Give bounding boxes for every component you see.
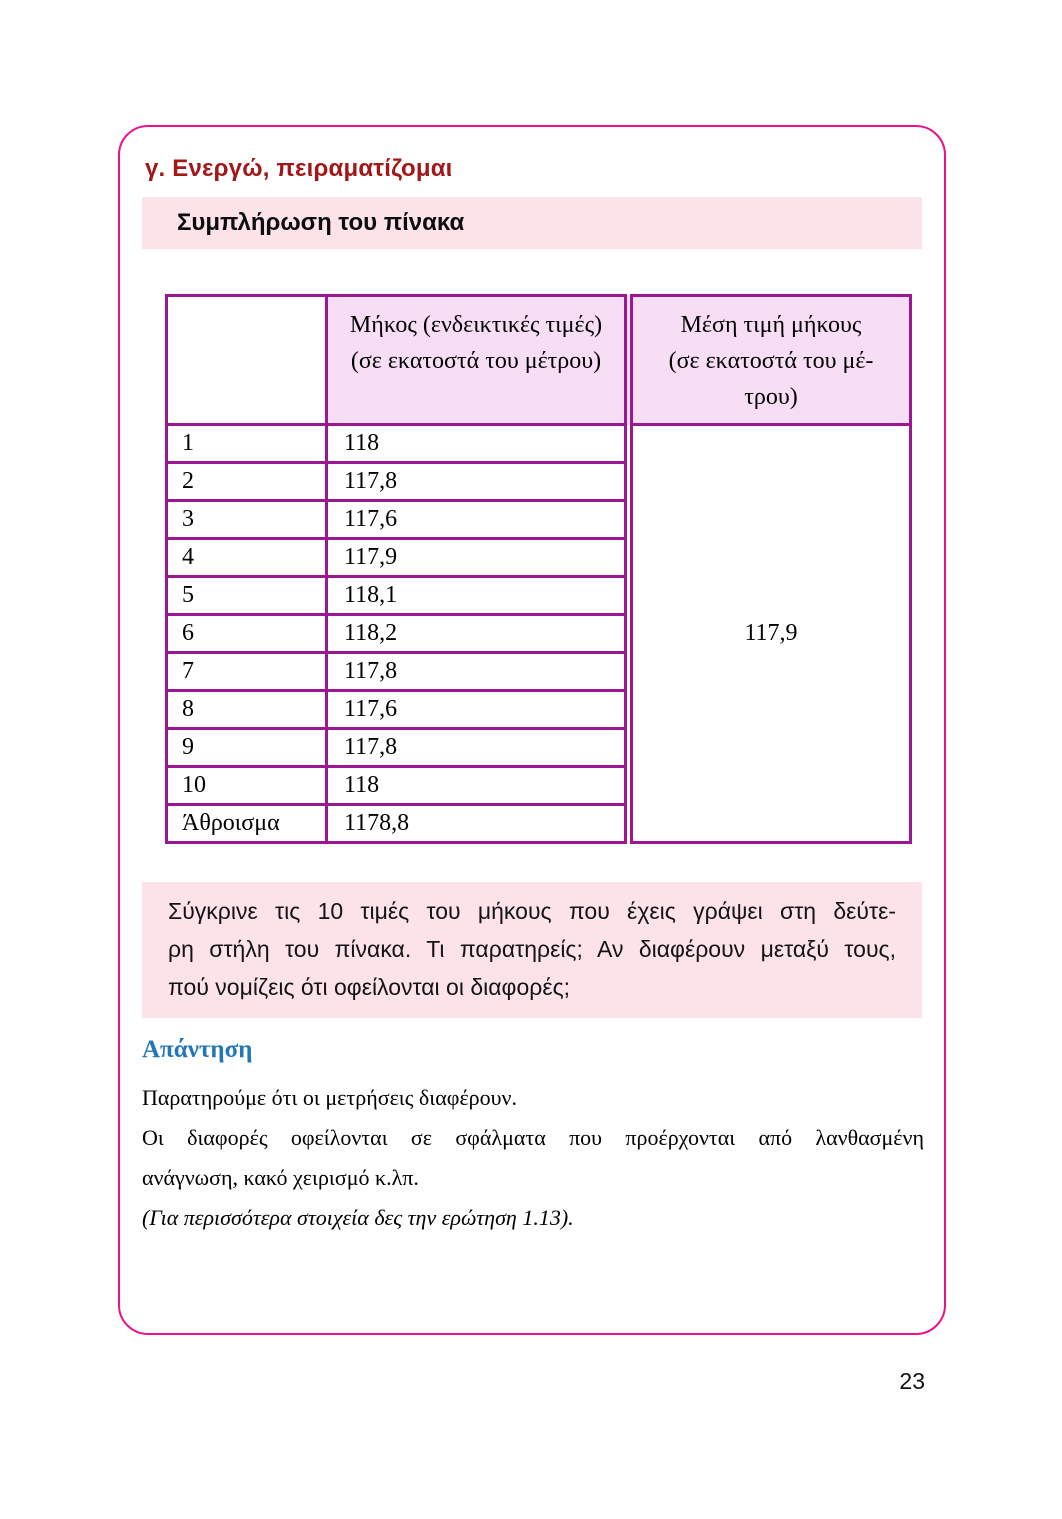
banner-title: Συμπλήρωση του πίνακα: [177, 209, 465, 236]
answer-explanation-line: ανάγνωση, κακό χειρισμό κ.λπ.: [142, 1165, 419, 1190]
row-value-cell: 1178,8: [327, 805, 629, 843]
question-line: Σύγκρινε τις 10 τιμές του μήκους που έχεις γράψει στη δεύτε-: [168, 898, 896, 924]
mean-column-header: [629, 296, 911, 425]
length-header-line: (σε εκατοστά του μέτρου): [350, 348, 602, 374]
row-label-cell: 2: [167, 463, 327, 501]
row-value-cell: 118: [327, 767, 629, 805]
row-label-cell: Άθροισμα: [167, 805, 327, 843]
row-value-cell: 117,6: [327, 501, 629, 539]
measurements-table: [165, 294, 912, 844]
row-value-cell: 118,1: [327, 577, 629, 615]
row-value-cell: 117,6: [327, 691, 629, 729]
row-value-cell: 117,9: [327, 539, 629, 577]
row-label-cell: 9: [167, 729, 327, 767]
row-value-cell: 118,2: [327, 615, 629, 653]
row-label-cell: 5: [167, 577, 327, 615]
row-value-cell: 117,8: [327, 729, 629, 767]
row-label-cell: 1: [167, 425, 327, 463]
length-column-header: [327, 296, 629, 425]
row-label-cell: 10: [167, 767, 327, 805]
header-row: [167, 296, 911, 425]
mean-value-cell: 117,9: [629, 425, 911, 843]
row-label-cell: 7: [167, 653, 327, 691]
row-label-cell: 3: [167, 501, 327, 539]
answer-explanation-line: Οι διαφορές οφείλονται σε σφάλματα που προέρχονται από λανθασμένη: [142, 1125, 924, 1150]
question-line: πού νομίζεις ότι οφείλονται οι διαφορές;: [168, 974, 571, 1000]
mean-header-line: τρου): [744, 384, 798, 410]
blank-corner-cell: [167, 296, 327, 425]
banner: [142, 197, 922, 249]
page-number: 23: [899, 1368, 925, 1394]
question-block: [142, 882, 922, 1018]
row-label-cell: 8: [167, 691, 327, 729]
answer-heading: Απάντηση: [142, 1036, 253, 1063]
row-label-cell: 6: [167, 615, 327, 653]
answer-note: (Για περισσότερα στοιχεία δες την ερώτηση 1.13).: [142, 1205, 574, 1230]
mean-header-line: Μέση τιμή μήκους: [680, 312, 862, 338]
answer-observation: Παρατηρούμε ότι οι μετρήσεις διαφέρουν.: [142, 1085, 517, 1110]
question-line: ρη στήλη του πίνακα. Τι παρατηρείς; Αν διαφέρουν μεταξύ τους,: [168, 936, 896, 962]
row-value-cell: 117,8: [327, 653, 629, 691]
row-label-cell: 4: [167, 539, 327, 577]
section-heading: γ. Ενεργώ, πειραματίζομαι: [145, 155, 453, 182]
length-header-line: Μήκος (ενδεικτικές τιμές): [349, 312, 603, 338]
mean-header-line: (σε εκατοστά του μέ-: [668, 348, 874, 374]
table-row: [167, 425, 911, 463]
content-frame: [118, 125, 946, 1335]
row-value-cell: 118: [327, 425, 629, 463]
row-value-cell: 117,8: [327, 463, 629, 501]
answer-section: [142, 1036, 924, 1238]
